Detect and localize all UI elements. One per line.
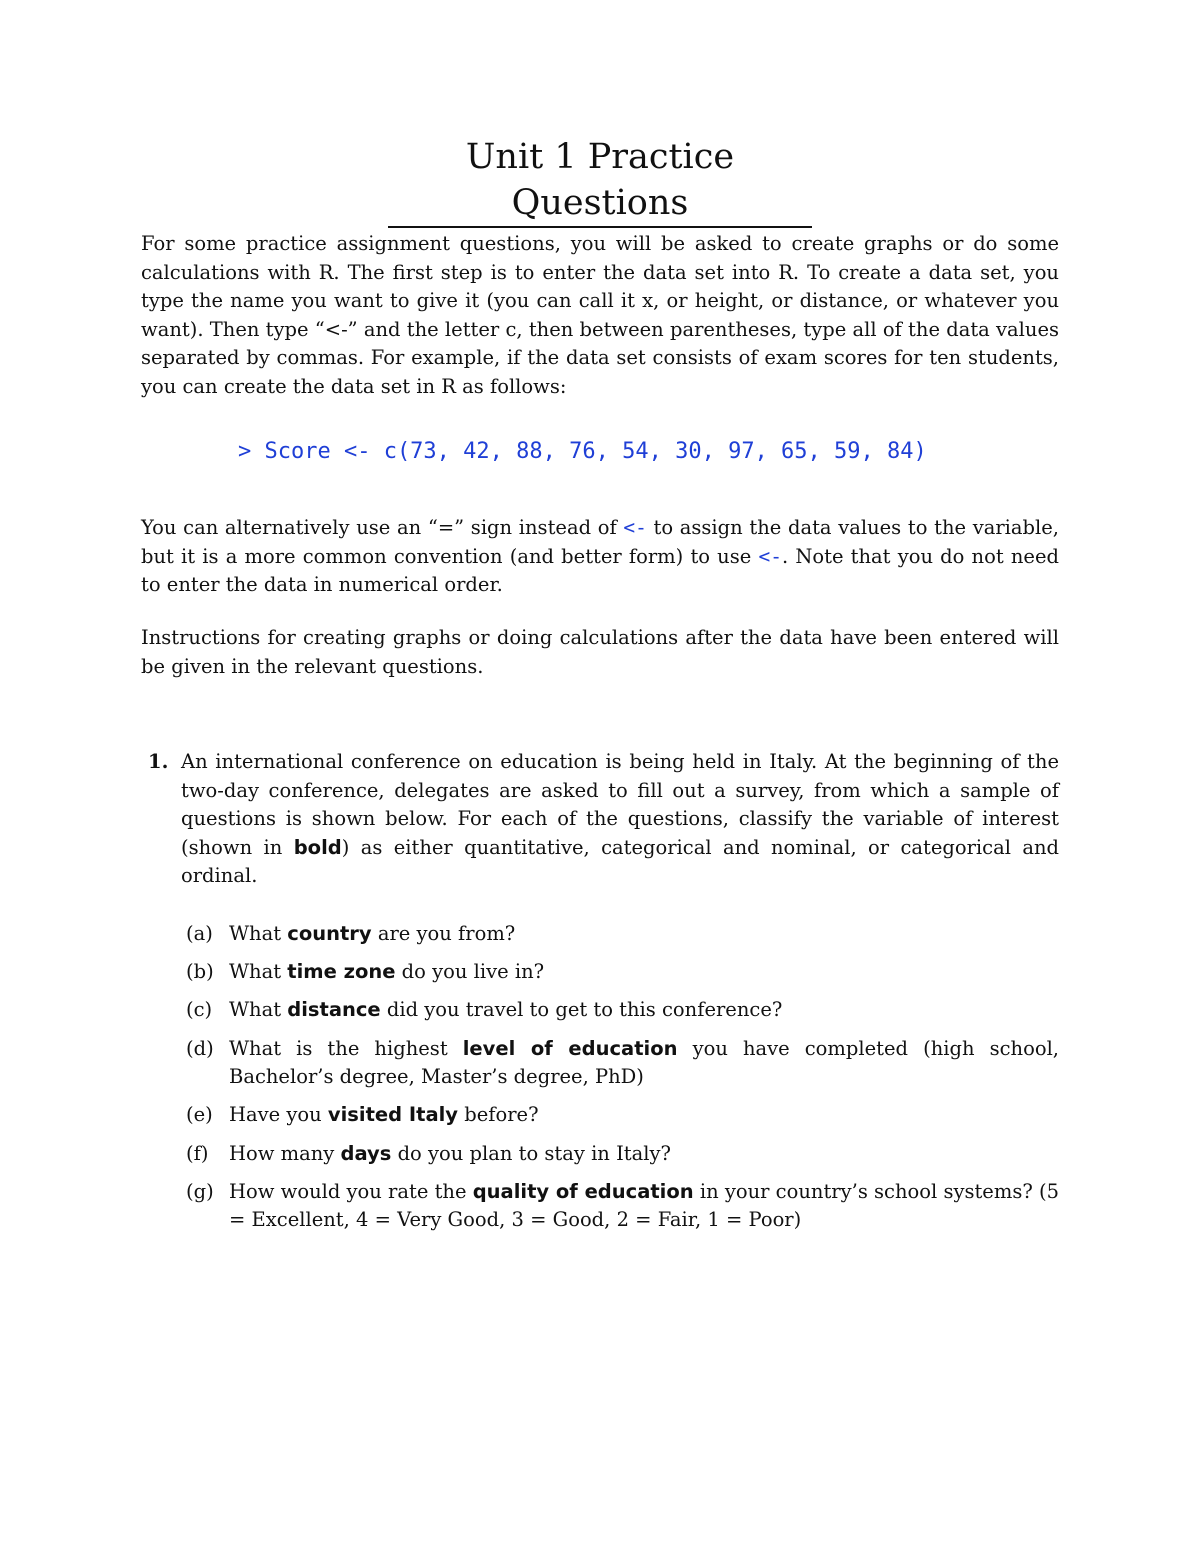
list-item: (a) What country are you from? bbox=[186, 920, 1059, 949]
variable-of-interest: days bbox=[340, 1141, 392, 1165]
variable-of-interest: visited Italy bbox=[327, 1103, 459, 1127]
item-label: (b) bbox=[186, 960, 214, 984]
page-title: Unit 1 Practice Questions bbox=[388, 134, 812, 228]
item-label: (c) bbox=[186, 998, 213, 1022]
variable-of-interest: level of education bbox=[462, 1036, 678, 1060]
intro-paragraph bbox=[141, 230, 1059, 402]
list-item: (e) Have you visited Italy before? bbox=[186, 1101, 1059, 1130]
list-item: (f) How many days do you plan to stay in Italy? bbox=[186, 1140, 1059, 1169]
assign-operator: <- bbox=[758, 544, 782, 568]
list-item: (d) What is the highest level of education you have completed (high school, Bachelor’s degree, Master’s degree, PhD) bbox=[186, 1036, 1059, 1089]
instructions-paragraph bbox=[141, 624, 1059, 681]
assignment-text-1: You can alternatively use an “=” sign instead of bbox=[141, 516, 624, 539]
question-number: 1. bbox=[148, 750, 169, 773]
intro-text: For some practice assignment questions, you will be asked to create graphs or do some calculations with R. The first step is to enter the data set into R. To create a data set, you type the name you want to give it (you can call it x, or height, or distance, or whatever you want). Then type “<-” and the letter c, then between parentheses, type all of the data values separated by commas. For example, if the data set consists of exam scores for ten students, you can create the data set in R as follows: bbox=[141, 232, 1059, 398]
instructions-text: Instructions for creating graphs or doing calculations after the data have been entered will be given in the relevant questions. bbox=[141, 626, 1059, 678]
variable-of-interest: quality of education bbox=[472, 1179, 694, 1203]
list-item: (c) What distance did you travel to get to this conference? bbox=[186, 996, 1059, 1025]
question-text: An international conference on education is being held in Italy. At the beginning of the two-day conference, delegates are asked to fill out a survey, from which a sample of questions is shown below. For each of the questions, classify the variable of interest (shown in bold) as either quantitative, categorical and nominal, or categorical and ordinal. bbox=[181, 750, 1059, 888]
item-label: (a) bbox=[186, 922, 213, 945]
item-label: (f) bbox=[186, 1141, 209, 1165]
code-example: > Score <- c(73, 42, 88, 76, 54, 30, 97, 65, 59, 84) bbox=[238, 439, 927, 464]
item-label: (g) bbox=[186, 1179, 214, 1203]
assignment-text-2: to assign the data values to the variable, but it is a more common convention (and better form) to use bbox=[141, 516, 1059, 568]
assignment-paragraph bbox=[141, 514, 1059, 600]
question-1-items bbox=[186, 920, 1059, 1245]
item-label: (e) bbox=[186, 1103, 213, 1127]
question-1 bbox=[141, 748, 1059, 891]
variable-of-interest: distance bbox=[287, 998, 381, 1022]
assignment-text-3: . Note that you do not need to enter the data in numerical order. bbox=[141, 544, 1059, 597]
variable-of-interest: country bbox=[287, 922, 372, 945]
bold-keyword: bold bbox=[293, 835, 342, 859]
list-item: (b) What time zone do you live in? bbox=[186, 958, 1059, 987]
item-label: (d) bbox=[186, 1036, 214, 1060]
assign-operator: <- bbox=[623, 516, 647, 539]
variable-of-interest: time zone bbox=[287, 960, 396, 984]
list-item: (g) How would you rate the quality of education in your country’s school systems? (5 = Excellent, 4 = Very Good, 3 = Good, 2 = Fair, 1 = Poor) bbox=[186, 1179, 1060, 1232]
